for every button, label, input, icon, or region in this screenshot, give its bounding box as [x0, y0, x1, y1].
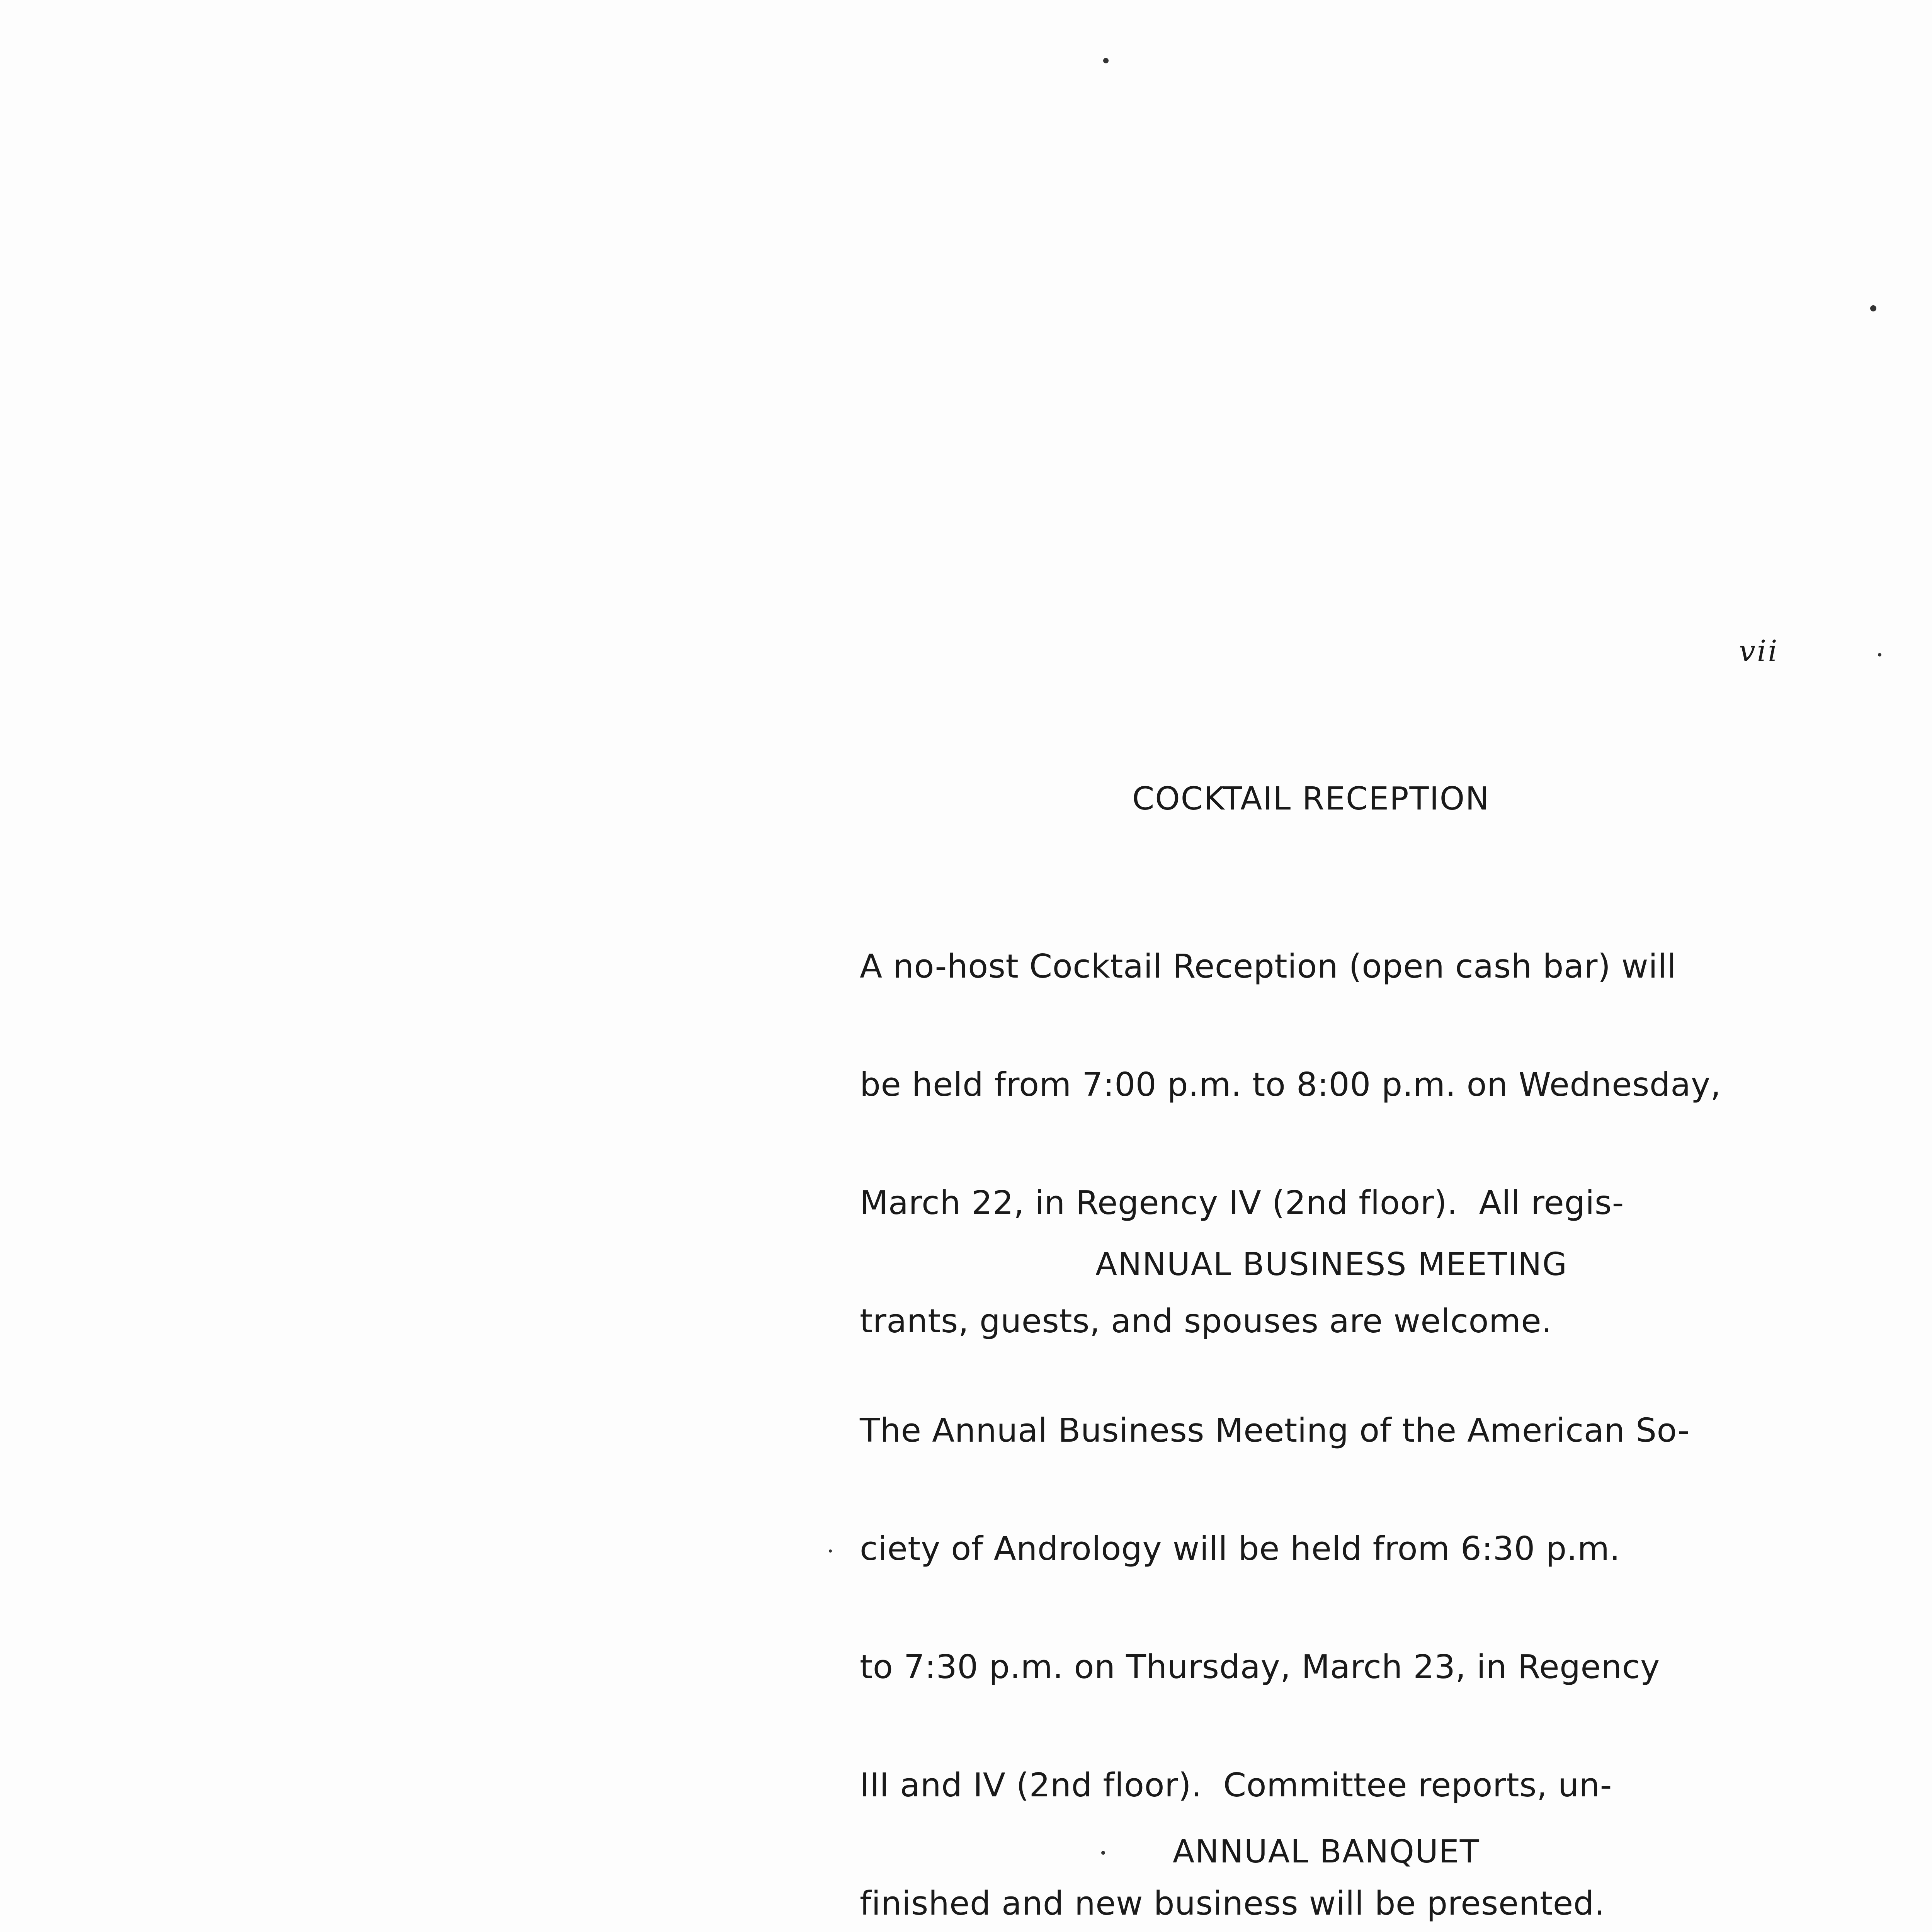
- paragraph-line: finished and new business will be presented.: [860, 1884, 1605, 1923]
- scan-speck: [1101, 1851, 1105, 1855]
- section-paragraph: [860, 1920, 1826, 1932]
- paragraph-line: be held from 7:00 p.m. to 8:00 p.m. on Wednesday,: [860, 1066, 1721, 1104]
- paragraph-line: A no-host Cocktail Reception (open cash bar) will: [860, 947, 1677, 986]
- paragraph-line: The Annual Business Meeting of the American So-: [860, 1412, 1690, 1450]
- section-annual-business-meeting: [860, 1246, 1826, 1932]
- section-heading: ANNUAL BANQUET: [1173, 1833, 1480, 1870]
- scan-speck: [829, 1549, 832, 1553]
- section-annual-banquet: [860, 1833, 1826, 1932]
- section-heading: COCKTAIL RECEPTION: [1132, 781, 1490, 817]
- paragraph-line: ciety of Andrology will be held from 6:30 p.m.: [860, 1530, 1621, 1568]
- scan-speck: [1103, 58, 1109, 63]
- paragraph-line: March 22, in Regency IV (2nd floor). All regis-: [860, 1184, 1624, 1222]
- page-number: vii: [1739, 634, 1779, 668]
- paragraph-line: to 7:30 p.m. on Thursday, March 23, in Regency: [860, 1648, 1660, 1686]
- paragraph-line: trants, guests, and spouses are welcome.: [860, 1302, 1552, 1340]
- paragraph-line: III and IV (2nd floor). Committee reports, un-: [860, 1766, 1612, 1804]
- scan-speck: [1870, 305, 1876, 311]
- scan-speck: [1878, 653, 1881, 656]
- section-heading: ANNUAL BUSINESS MEETING: [1095, 1246, 1568, 1283]
